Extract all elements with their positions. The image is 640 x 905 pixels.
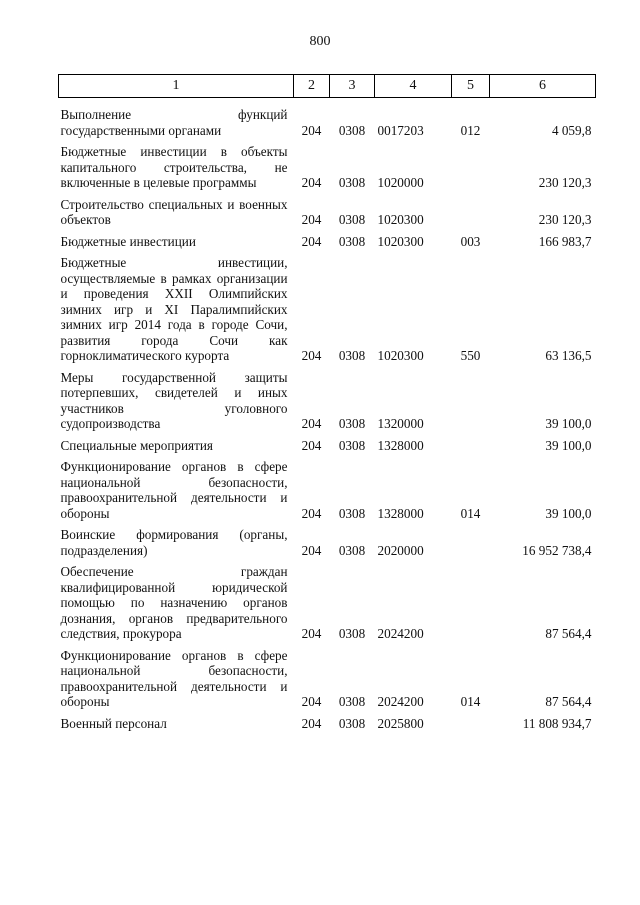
row-code-5: 012 [460,122,481,138]
table-row [59,255,596,370]
row-amount: 230 120,3 [538,212,592,227]
row-code-5: 014 [460,694,481,709]
header-col-5: 5 [452,75,490,98]
table-header [59,75,596,98]
row-name: Выполнение функций государственными органами [60,107,288,138]
row-code-4: 2025800 [377,715,424,731]
row-code-4: 1328000 [377,437,424,453]
row-code-3: 0308 [338,542,366,558]
row-amount: 230 120,3 [538,175,592,190]
table-row [59,564,596,648]
row-code-3: 0308 [338,175,366,190]
row-code-4: 1320000 [377,416,424,431]
row-code-4: 1020000 [377,175,424,190]
row-code-5: 003 [460,233,481,249]
row-code-3: 0308 [338,122,366,138]
table-row [59,197,596,234]
row-code-3: 0308 [338,416,366,431]
row-code-4: 1020300 [377,233,424,249]
row-code-4: 1020300 [377,348,424,363]
row-code-4: 2024200 [377,694,424,709]
row-code-5 [452,716,490,738]
row-code-2: 204 [301,348,322,363]
row-code-2: 204 [301,542,322,558]
row-code-5 [452,370,490,438]
row-code-5 [452,564,490,648]
row-code-5: 550 [460,348,481,363]
row-code-2: 204 [301,175,322,190]
row-code-2: 204 [301,212,322,227]
table-row [59,98,596,145]
table-row [59,527,596,564]
row-amount: 39 100,0 [545,416,592,431]
row-name: Обеспечение граждан квалифицированной юридической помощью по назначению органов дознания, органов предварительного следствия, прокурора [60,564,288,641]
header-col-6: 6 [490,75,596,98]
row-name: Военный персонал [60,715,167,731]
header-col-3: 3 [330,75,375,98]
row-code-2: 204 [301,715,322,731]
row-amount: 166 983,7 [538,233,592,249]
row-name: Строительство специальных и военных объектов [60,196,288,227]
row-code-2: 204 [301,437,322,453]
row-name: Бюджетные инвестиции в объекты капитального строительства, не включенные в целевые программы [60,144,288,190]
row-amount: 87 564,4 [545,694,592,709]
table-body [59,98,596,738]
row-code-2: 204 [301,416,322,431]
table-row [59,370,596,438]
table-row [59,144,596,197]
row-code-5 [452,144,490,197]
row-code-3: 0308 [338,505,366,521]
row-amount: 16 952 738,4 [522,542,592,558]
table-row [59,459,596,527]
row-name: Специальные мероприятия [60,437,213,453]
header-col-1: 1 [59,75,294,98]
row-amount: 87 564,4 [545,626,592,641]
row-name: Меры государственной защиты потерпевших, свидетелей и иных участников уголовного судопроизводства [60,369,288,431]
row-code-4: 1328000 [377,505,424,521]
table-row [59,438,596,460]
table-row [59,648,596,716]
header-col-4: 4 [375,75,452,98]
row-amount: 39 100,0 [545,437,592,453]
row-code-2: 204 [301,626,322,641]
row-code-5 [452,197,490,234]
row-code-4: 0017203 [377,122,424,138]
table-row [59,716,596,738]
row-code-3: 0308 [338,233,366,249]
row-code-4: 2024200 [377,626,424,641]
row-code-2: 204 [301,122,322,138]
row-code-5: 014 [460,505,481,521]
row-code-3: 0308 [338,212,366,227]
header-col-2: 2 [294,75,330,98]
budget-table [58,74,596,737]
table-row [59,234,596,256]
row-code-5 [452,527,490,564]
row-code-4: 1020300 [377,212,424,227]
row-code-4: 2020000 [377,542,424,558]
row-code-3: 0308 [338,348,366,363]
header-row [59,75,596,98]
row-code-3: 0308 [338,694,366,709]
row-code-3: 0308 [338,715,366,731]
row-name: Функционирование органов в сфере национальной безопасности, правоохранительной деятельности и обороны [60,647,288,709]
row-code-2: 204 [301,505,322,521]
row-code-3: 0308 [338,437,366,453]
row-amount: 63 136,5 [545,348,592,363]
row-amount: 39 100,0 [545,505,592,521]
row-name: Воинские формирования (органы, подразделения) [60,527,288,558]
row-name: Бюджетные инвестиции [60,233,196,249]
row-amount: 4 059,8 [551,122,592,138]
row-code-3: 0308 [338,626,366,641]
row-code-2: 204 [301,694,322,709]
row-code-5 [452,438,490,460]
row-name: Бюджетные инвестиции, осуществляемые в рамках организации и проведения XXII Олимпийских зимних игр и XI Паралимпийских зимних игр 2014 года в городе Сочи, развития города Сочи как горноклиматического курорта [60,255,288,363]
row-code-2: 204 [301,233,322,249]
row-name: Функционирование органов в сфере национальной безопасности, правоохранительной деятельности и обороны [60,459,288,521]
row-amount: 11 808 934,7 [522,715,592,731]
page-number: 800 [309,34,331,49]
